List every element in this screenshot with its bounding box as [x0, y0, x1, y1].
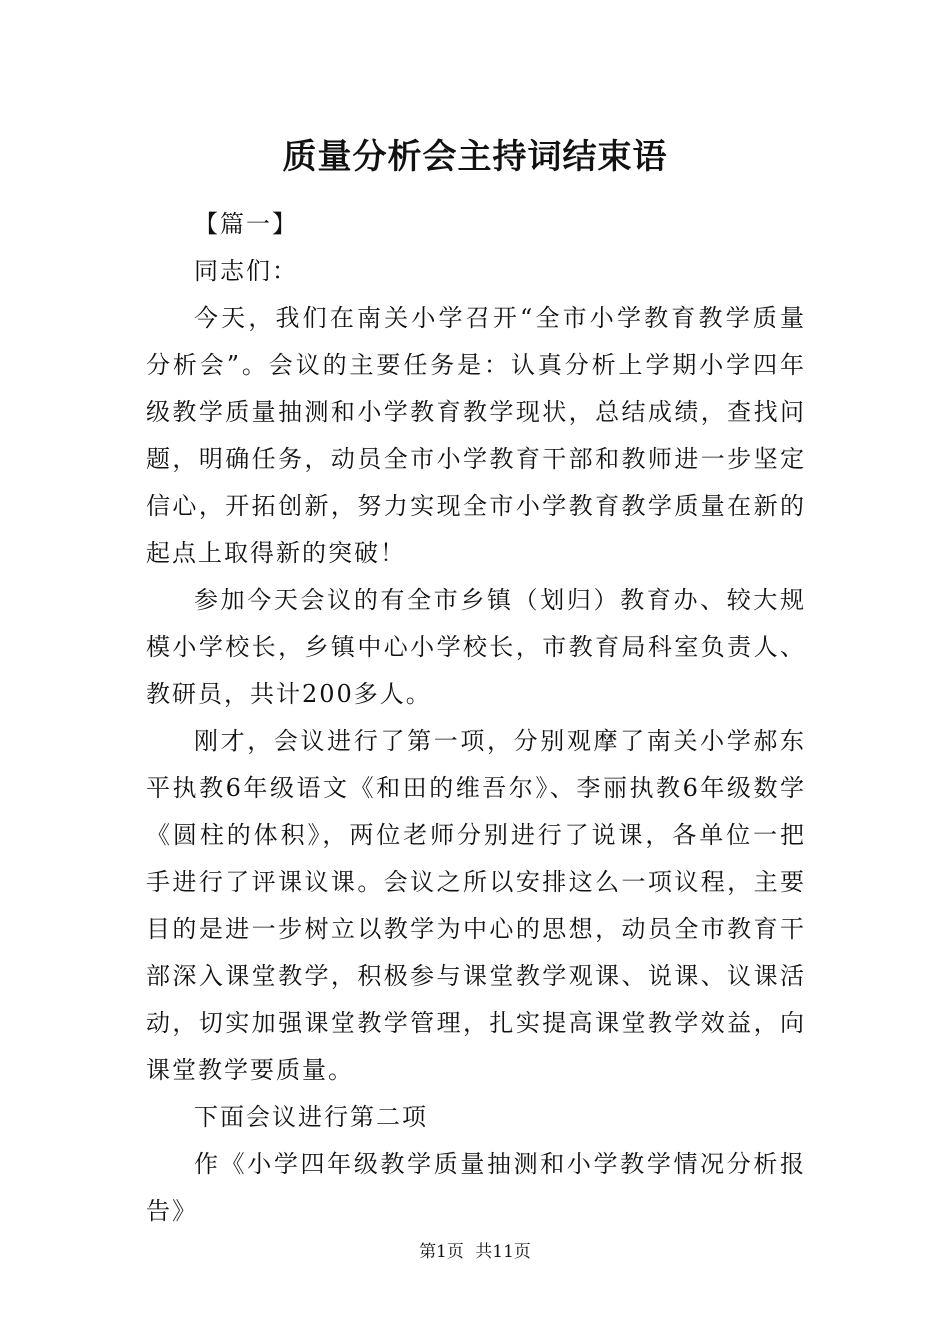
paragraph: 下面会议进行第二项	[194, 1103, 428, 1131]
document-title: 质量分析会主持词结束语	[282, 137, 668, 177]
page-total: 共11页	[475, 1242, 531, 1262]
paragraph: 刚才，会议进行了第一项，分别观摩了南关小学郝东平执教6年级语文《和田的维吾尔》、李丽执教6年级数学《圆柱的体积》，两位老师分别进行了说课，各单位一把手进行了评课议课。会议之所以安排这么一项议程，主要目的是进一步树立以教学为中心的思想，动员全市教育干部深入课堂教学，积极参与课堂教学观课、说课、议课活动，切实加强课堂教学管理，扎实提高课堂教学效益，向课堂教学要质量。	[146, 727, 806, 1084]
page-number: 第1页	[419, 1242, 464, 1262]
section-heading: 【篇一】	[194, 210, 298, 238]
document-body	[146, 201, 806, 1235]
paragraph: 今天，我们在南关小学召开“全市小学教育教学质量分析会”。会议的主要任务是：认真分析上学期小学四年级教学质量抽测和小学教育教学现状，总结成绩，查找问题，明确任务，动员全市小学教育干部和教师进一步坚定信心，开拓创新，努力实现全市小学教育教学质量在新的起点上取得新的突破！	[146, 304, 806, 567]
salutation: 同志们：	[194, 257, 298, 285]
paragraph: 作《小学四年级教学质量抽测和小学教学情况分析报告》	[146, 1150, 806, 1225]
page-footer	[0, 1240, 950, 1264]
paragraph: 参加今天会议的有全市乡镇（划归）教育办、较大规模小学校长，乡镇中心小学校长，市教育局科室负责人、教研员，共计200多人。	[146, 586, 806, 708]
